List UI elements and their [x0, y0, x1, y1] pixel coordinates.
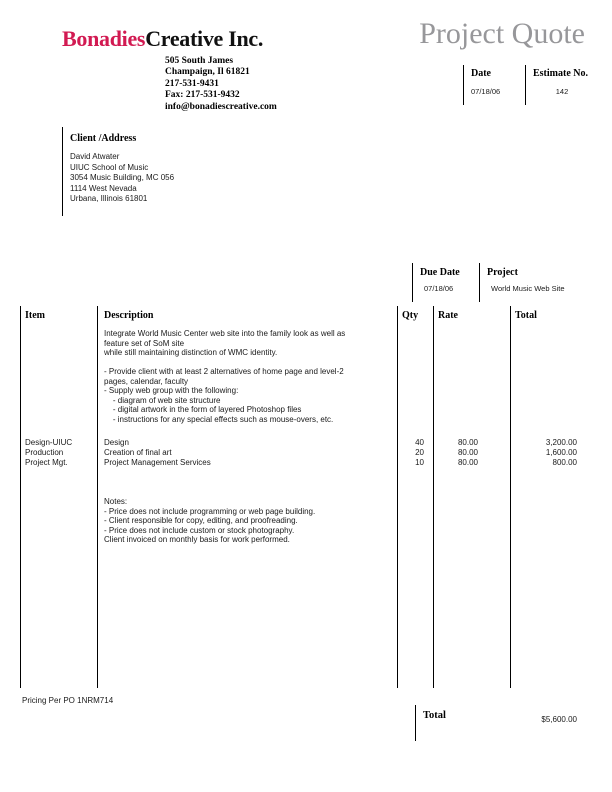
document-title: Project Quote — [419, 17, 585, 50]
notes-line: - Price does not include custom or stock photography. — [104, 525, 295, 535]
table-divider-item-description — [97, 306, 98, 688]
date-field — [463, 65, 523, 105]
table-divider-rate-total — [510, 306, 511, 688]
due-date-field — [412, 263, 478, 302]
notes-line: - Price does not include programming or web page building. — [104, 506, 316, 516]
description-line: while still maintaining distinction of WMC identity. — [104, 348, 278, 357]
grand-total-value: $5,600.00 — [541, 715, 577, 724]
company-address-line: Fax: 217-531-9432 — [165, 90, 240, 101]
qty-column — [397, 438, 424, 468]
client-address-line: David Atwater — [70, 152, 120, 161]
description-line: - instructions for any special effects such as mouse-overs, etc. — [104, 414, 334, 424]
company-address-line: info@bonadiescreative.com — [165, 101, 277, 112]
column-header-qty: Qty — [402, 310, 419, 321]
company-address-line: Champaign, Il 61821 — [165, 67, 250, 78]
client-address-line: Urbana, Illinois 61801 — [70, 194, 148, 204]
company-logo — [62, 26, 263, 52]
grand-total-label: Total — [423, 710, 446, 721]
notes-line: Notes: — [104, 497, 128, 506]
column-header-item: Item — [25, 310, 45, 321]
description-line: - Provide client with at least 2 alternatives of home page and level-2 — [104, 367, 344, 376]
description-line — [104, 358, 394, 368]
company-address — [165, 56, 277, 113]
column-header-total: Total — [515, 310, 537, 321]
client-address-line: 1114 West Nevada — [70, 183, 137, 193]
description-intro — [104, 329, 394, 424]
client-address-box — [62, 127, 174, 216]
date-label: Date — [471, 68, 491, 79]
pricing-note: Pricing Per PO 1NRM714 — [22, 696, 114, 705]
due-date-label: Due Date — [420, 267, 460, 278]
client-address-line: UIUC School of Music — [70, 162, 149, 172]
description-line: - digital artwork in the form of layered Photoshop files — [104, 405, 302, 414]
description-cell: Creation of final art — [104, 448, 172, 457]
item-cell: Project Mgt. — [25, 458, 68, 467]
column-header-rate: Rate — [438, 310, 458, 321]
total-cell: 1,600.00 — [545, 448, 577, 457]
qty-cell: 10 — [415, 458, 424, 467]
rate-cell: 80.00 — [457, 458, 478, 467]
company-address-line: 217-531-9431 — [165, 78, 219, 89]
estimate-label: Estimate No. — [533, 68, 588, 79]
rate-cell: 80.00 — [457, 448, 478, 457]
total-column — [510, 438, 577, 468]
client-address-line: 3054 Music Building, MC 056 — [70, 173, 175, 183]
description-line: pages, calendar, faculty — [104, 376, 189, 386]
description-column — [104, 438, 324, 468]
description-line: Integrate World Music Center web site into the family look as well as — [104, 329, 346, 338]
description-cell: Project Management Services — [104, 458, 211, 467]
description-line: - diagram of web site structure — [104, 395, 221, 405]
project-label: Project — [487, 267, 518, 278]
description-line: - Supply web group with the following: — [104, 386, 239, 395]
project-field — [479, 263, 609, 302]
due-date-value: 07/18/06 — [424, 284, 454, 293]
notes-line: - Client responsible for copy, editing, and proofreading. — [104, 516, 298, 525]
total-cell: 800.00 — [552, 458, 577, 467]
item-cell: Design-UIUC — [25, 438, 73, 447]
qty-cell: 40 — [415, 438, 424, 447]
item-column — [25, 438, 95, 468]
company-name-accent: Bonadies — [62, 26, 146, 51]
date-value: 07/18/06 — [471, 87, 501, 96]
client-address-label: Client /Address — [70, 133, 137, 144]
notes-line: Client invoiced on monthly basis for work performed. — [104, 535, 290, 544]
client-address-lines — [70, 152, 174, 205]
estimate-value: 142 — [555, 87, 569, 96]
table-left-rule — [20, 306, 21, 688]
description-cell: Design — [104, 438, 129, 447]
column-header-description: Description — [104, 310, 154, 321]
notes-block — [104, 497, 394, 545]
qty-cell: 20 — [415, 448, 424, 457]
estimate-field — [525, 65, 605, 105]
description-line: feature set of SoM site — [104, 338, 185, 348]
grand-total-rule — [415, 705, 416, 741]
item-cell: Production — [25, 448, 64, 457]
project-value: World Music Web Site — [491, 284, 565, 293]
table-divider-description-qty — [397, 306, 398, 688]
rate-column — [433, 438, 478, 468]
company-name-rest: Creative Inc. — [145, 26, 264, 51]
table-divider-qty-rate — [433, 306, 434, 688]
total-cell: 3,200.00 — [545, 438, 577, 447]
rate-cell: 80.00 — [457, 438, 478, 447]
company-address-line: 505 South James — [165, 56, 234, 66]
